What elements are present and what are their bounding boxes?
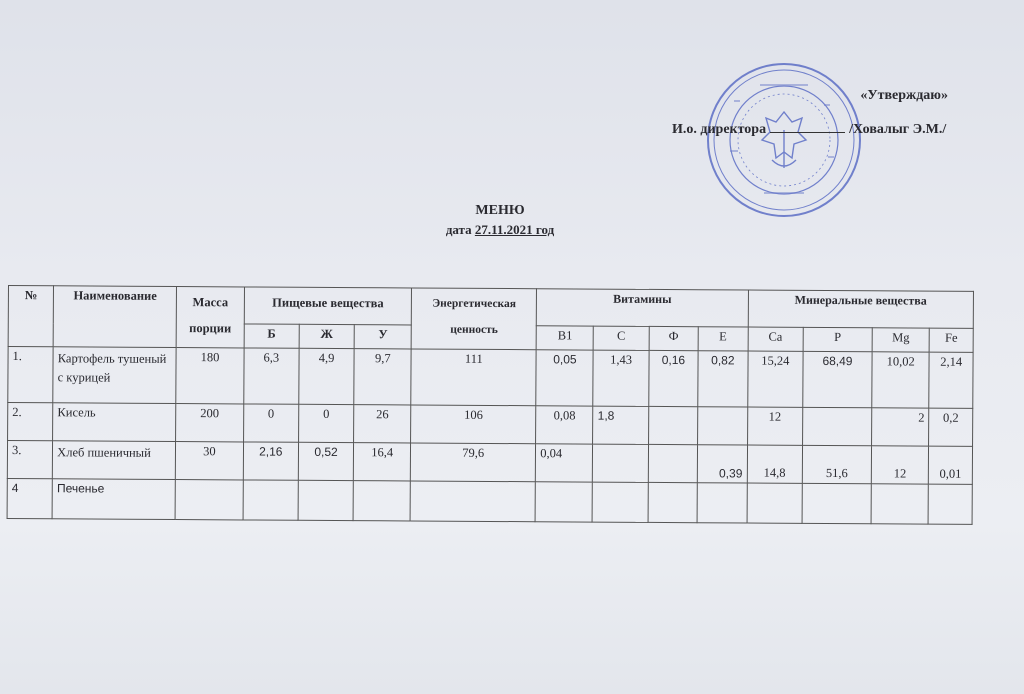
table-row [8,403,973,447]
cell-fe: 0,01 [929,446,973,484]
cell-name: Печенье [52,479,175,520]
cell-u: 9,7 [354,349,411,405]
cell-energy: 111 [411,349,536,406]
cell-b [243,480,298,520]
cell-mg [871,484,929,524]
cell-zh: 0 [298,404,353,442]
approval-heading: «Утверждаю» [860,88,948,103]
cell-fe: 0,2 [929,408,973,446]
col-header-vitamins: Витамины [537,289,748,327]
cell-num: 4 [7,478,52,518]
approver-name: /Ховалыг Э.М./ [849,122,947,137]
cell-b1: 0,05 [536,350,594,406]
subheader-c: C [594,326,649,350]
cell-f [648,406,698,444]
cell-c: 1,43 [593,350,649,406]
cell-e: 0,39 [697,445,747,483]
cell-zh: 4,9 [299,348,355,404]
table-row [7,441,972,485]
cell-e: 0,82 [698,351,748,407]
subheader-b: Б [244,324,299,348]
cell-c: 1,8 [593,406,648,444]
cell-num: 2. [8,403,53,441]
cell-mg: 12 [871,446,929,484]
cell-energy: 79,6 [411,443,536,482]
cell-u: 26 [354,405,411,443]
cell-e [697,483,747,523]
document-title: МЕНЮ [475,203,525,218]
cell-mass: 180 [176,348,244,404]
cell-b1: 0,04 [536,444,593,482]
cell-num: 3. [7,441,52,479]
cell-ca: 12 [747,407,803,445]
subheader-mg: Mg [872,328,929,352]
cell-mg: 10,02 [872,352,930,408]
date-prefix: дата [445,222,472,237]
cell-f [648,482,698,522]
date-value: 27.11.2021 год [474,222,555,237]
cell-b: 2,16 [243,442,298,480]
subheader-ca: Ca [748,327,804,351]
cell-b1 [535,482,592,522]
cell-p [802,483,871,523]
approver-position: И.о. директора [672,122,767,137]
cell-c [593,482,648,522]
cell-b: 6,3 [243,348,299,404]
cell-ca: 15,24 [747,351,803,407]
cell-p: 51,6 [802,445,871,483]
cell-name: Кисель [53,403,176,442]
official-seal-stamp [704,60,864,220]
col-header-name: Наименование [53,286,176,348]
cell-mass: 30 [176,442,244,480]
signature-underline [770,122,845,133]
cell-mass: 200 [176,404,244,442]
cell-ca [747,483,803,523]
cell-f [648,444,698,482]
col-header-num: № [8,286,54,347]
cell-num: 1. [8,347,54,403]
menu-table [7,285,974,525]
cell-fe: 2,14 [929,352,973,408]
subheader-zh: Ж [299,324,354,348]
subheader-fe: Fe [929,328,973,352]
document-date [0,222,1000,238]
col-header-nutrients: Пищевые вещества [244,287,412,325]
cell-name: Картофель тушеный с курицей [53,347,176,404]
approval-signature-line [672,122,946,138]
cell-c [593,444,648,482]
cell-mg: 2 [871,408,929,446]
subheader-e: E [698,327,748,351]
subheader-u: У [354,325,411,349]
cell-zh [298,480,353,520]
table-row [7,478,972,524]
cell-zh: 0,52 [298,442,353,480]
subheader-p: P [803,327,872,351]
table-row [8,347,973,409]
cell-mass [175,480,243,520]
cell-ca: 14,8 [747,445,803,483]
cell-energy: 106 [411,405,536,444]
col-header-minerals: Минеральные вещества [748,290,974,328]
cell-u: 16,4 [353,443,410,481]
cell-p: 68,49 [803,351,872,407]
cell-u [353,481,410,521]
cell-b1: 0,08 [536,406,593,444]
subheader-f: Ф [649,326,699,350]
subheader-b1: B1 [536,326,593,350]
col-header-mass: Масса порции [176,287,244,348]
cell-p [802,407,871,445]
cell-name: Хлеб пшеничный [53,441,176,480]
cell-f: 0,16 [648,350,698,406]
cell-energy [410,481,535,522]
cell-b: 0 [243,404,298,442]
cell-fe [928,484,972,524]
col-header-energy: Энергетическая ценность [411,288,536,350]
cell-e [698,407,748,445]
